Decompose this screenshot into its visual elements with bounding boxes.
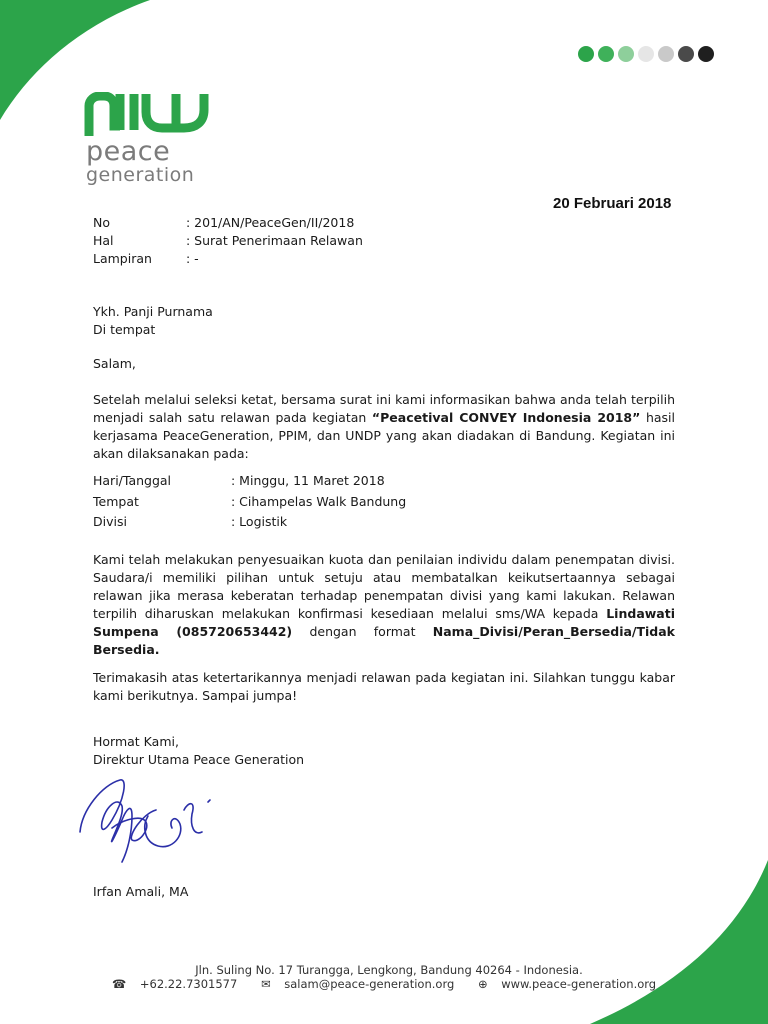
meta-label: Lampiran <box>93 251 152 266</box>
website-url[interactable]: www.peace-generation.org <box>501 977 657 991</box>
phone-number: +62.22.7301577 <box>139 977 238 991</box>
reply-format: Nama_Divisi/Peran_Bersedia/Tidak Bersedia. <box>93 624 675 657</box>
envelope-icon: ✉ <box>260 977 271 991</box>
meta-row <box>93 232 363 250</box>
meta-value: : Surat Penerimaan Relawan <box>186 233 363 248</box>
color-dots <box>578 46 714 62</box>
signature <box>72 770 232 870</box>
meta-row <box>93 250 363 268</box>
meta-value: : 201/AN/PeaceGen/II/2018 <box>186 215 355 230</box>
footer-contacts <box>0 977 768 991</box>
meta-value: : - <box>186 251 199 266</box>
signatory-name: Irfan Amali, MA <box>93 884 189 899</box>
detail-value: : Minggu, 11 Maret 2018 <box>231 473 385 488</box>
paragraph-thanks: Terimakasih atas ketertarikannya menjadi relawan pada kegiatan ini. Silahkan tunggu kabar kami berikutnya. Sampai jumpa! <box>93 670 675 703</box>
dot <box>578 46 594 62</box>
detail-row <box>93 471 406 492</box>
detail-value: : Cihampelas Walk Bandung <box>231 493 407 509</box>
recipient-place: Di tempat <box>93 322 156 337</box>
dot <box>638 46 654 62</box>
contact-person: Lindawati Sumpena (085720653442) <box>93 606 675 639</box>
footer-email <box>256 977 459 991</box>
meta-label: Hal <box>93 233 114 248</box>
event-details <box>93 471 406 533</box>
closing <box>93 733 675 769</box>
dot <box>678 46 694 62</box>
dot <box>658 46 674 62</box>
globe-icon: ⊕ <box>477 977 488 991</box>
phone-icon: ☎ <box>111 977 127 991</box>
recipient-name: Ykh. Panji Purnama <box>93 304 213 319</box>
dot <box>618 46 634 62</box>
greeting: Salam, <box>93 356 136 371</box>
paragraph-text: Kami telah melakukan penyesuaikan kuota dan penilaian individu dalam penempatan divisi. Saudara/i memiliki pilihan untuk setuju atau membatalkan keikutsertaannya sebagai relawan jika merasa keberatan terhadap penempatan divisi yang kami lakukan. Relawan terpilih diharuskan melakukan konfirmasi kesediaan melalui sms/WA kepada <box>93 552 675 621</box>
paragraph-text: hasil kerjasama PeaceGeneration, PPIM, dan UNDP yang akan diadakan di Bandung. Kegiatan ini akan dilaksanakan pada: <box>93 410 675 461</box>
detail-row <box>93 512 406 533</box>
logo-text-generation: generation <box>86 164 195 186</box>
paragraph-text: Setelah melalui seleksi ketat, bersama surat ini kami informasikan bahwa anda telah terpilih menjadi salah satu relawan pada kegiatan <box>93 392 675 425</box>
event-name: “Peacetival CONVEY Indonesia 2018” <box>371 410 641 425</box>
dot <box>598 46 614 62</box>
meta-row <box>93 214 363 232</box>
closing-title: Direktur Utama Peace Generation <box>93 752 305 767</box>
detail-label: Hari/Tanggal <box>93 473 172 488</box>
logo-text-peace: peace <box>86 136 171 167</box>
paragraph-confirmation <box>93 551 675 659</box>
meta-label: No <box>93 215 110 230</box>
closing-line: Hormat Kami, <box>93 734 179 749</box>
footer-address: Jln. Suling No. 17 Turangga, Lengkong, Bandung 40264 - Indonesia. <box>195 963 583 977</box>
footer-phone <box>107 977 242 991</box>
dot <box>698 46 714 62</box>
detail-row <box>93 492 406 513</box>
footer-website <box>473 977 661 991</box>
paragraph-intro <box>93 391 675 463</box>
email-address[interactable]: salam@peace-generation.org <box>284 977 455 991</box>
letter-date: 20 Februari 2018 <box>553 195 672 212</box>
detail-label: Divisi <box>93 514 127 529</box>
paragraph-text: dengan format <box>292 624 433 639</box>
detail-value: : Logistik <box>231 514 288 529</box>
detail-label: Tempat <box>93 493 139 509</box>
recipient <box>93 303 675 339</box>
letter-meta <box>93 214 363 268</box>
